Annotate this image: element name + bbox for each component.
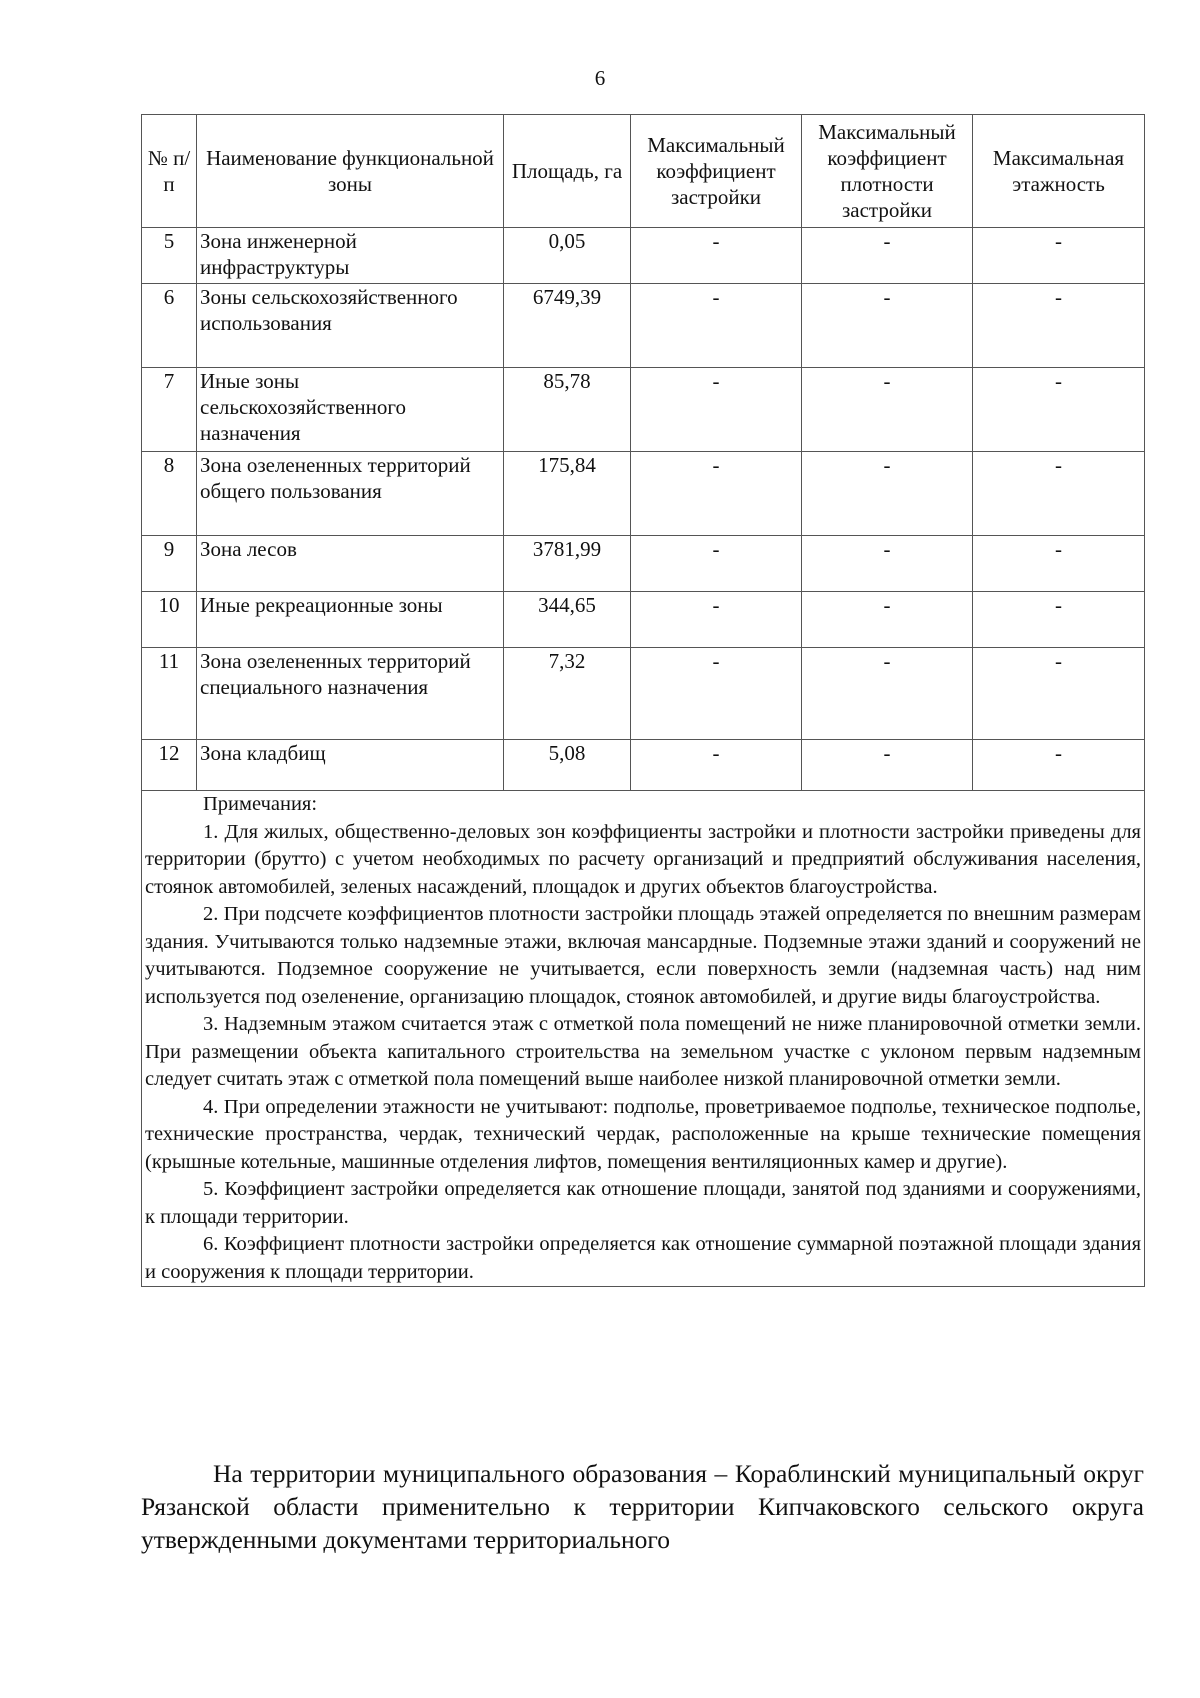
row-zone-name: Иные рекреационные зоны <box>197 592 504 648</box>
row-max-floors: - <box>973 284 1145 368</box>
page-number: 6 <box>594 66 606 90</box>
row-area: 7,32 <box>504 648 631 740</box>
row-num: 12 <box>142 740 197 791</box>
row-area: 85,78 <box>504 368 631 452</box>
row-zone-name: Зона озелененных территорий общего пользования <box>197 452 504 536</box>
row-zone-name: Зона озелененных территорий специального назначения <box>197 648 504 740</box>
row-area: 5,08 <box>504 740 631 791</box>
row-coef-built: - <box>631 648 802 740</box>
row-area: 344,65 <box>504 592 631 648</box>
header-zone-name: Наименование функциональной зоны <box>197 115 504 228</box>
row-area: 3781,99 <box>504 536 631 592</box>
header-max-floors: Максимальная этажность <box>973 115 1145 228</box>
row-coef-density: - <box>802 536 973 592</box>
notes-row <box>142 791 1145 1287</box>
table-row <box>142 284 1145 368</box>
header-coef-built: Максимальный коэффициент застройки <box>631 115 802 228</box>
note-item: 2. При подсчете коэффициентов плотности застройки площадь этажей определяется по внешним размерам здания. Учитываются только надземные этажи, включая мансардные. Подземные этажи зданий и сооружений не учитываются. Подземное сооружение не учитывается, если поверхность земли (надземная часть) над ним используется под озеленение, организацию площадок, стоянок автомобилей, и другие виды благоустройства. <box>145 903 1141 1008</box>
row-coef-density: - <box>802 648 973 740</box>
row-coef-density: - <box>802 368 973 452</box>
row-max-floors: - <box>973 592 1145 648</box>
note-item: 6. Коэффициент плотности застройки определяется как отношение суммарной поэтажной площади здания и сооружения к площади территории. <box>145 1233 1141 1283</box>
table-row <box>142 452 1145 536</box>
note-item: 4. При определении этажности не учитывают: подполье, проветриваемое подполье, техническое подполье, технические пространства, чердак, технический чердак, расположенные на крыше технические помещения (крышные котельные, машинные отделения лифтов, помещения вентиляционных камер и другие). <box>145 1095 1141 1173</box>
row-max-floors: - <box>973 368 1145 452</box>
closing-paragraph: На территории муниципального образования – Кораблинский муниципальный округ Рязанской области применительно к территории Кипчаковского сельского округа утвержденными документами территориального <box>141 1459 1144 1554</box>
table-row <box>142 536 1145 592</box>
table-header-row <box>142 115 1145 228</box>
row-area: 0,05 <box>504 228 631 284</box>
table-row <box>142 228 1145 284</box>
row-coef-built: - <box>631 592 802 648</box>
row-max-floors: - <box>973 228 1145 284</box>
row-zone-name: Зоны сельскохозяйственного использования <box>197 284 504 368</box>
row-max-floors: - <box>973 740 1145 791</box>
note-item: 1. Для жилых, общественно-деловых зон коэффициенты застройки и плотности застройки приведены для территории (брутто) с учетом необходимых по расчету организаций и предприятий обслуживания населения, стоянок автомобилей, зеленых насаждений, площадок и других объектов благоустройства. <box>145 820 1141 898</box>
row-area: 6749,39 <box>504 284 631 368</box>
row-num: 8 <box>142 452 197 536</box>
row-num: 5 <box>142 228 197 284</box>
notes-cell <box>142 791 1145 1287</box>
note-item: 5. Коэффициент застройки определяется как отношение площади, занятой под зданиями и сооружениями, к площади территории. <box>145 1178 1141 1228</box>
note-item: 3. Надземным этажом считается этаж с отметкой пола помещений не ниже планировочной отметки земли. При размещении объекта капитального строительства на земельном участке с уклоном первым надземным следует считать этаж с отметкой пола помещений выше наиболее низкой планировочной отметки земли. <box>145 1013 1141 1090</box>
row-coef-built: - <box>631 452 802 536</box>
row-coef-density: - <box>802 592 973 648</box>
table-row <box>142 740 1145 791</box>
functional-zones-table <box>141 114 1145 1287</box>
row-coef-density: - <box>802 228 973 284</box>
row-zone-name: Зона лесов <box>197 536 504 592</box>
row-coef-built: - <box>631 740 802 791</box>
row-coef-density: - <box>802 740 973 791</box>
row-num: 10 <box>142 592 197 648</box>
row-num: 7 <box>142 368 197 452</box>
header-num: № п/п <box>142 115 197 228</box>
row-num: 6 <box>142 284 197 368</box>
row-area: 175,84 <box>504 452 631 536</box>
table-row <box>142 592 1145 648</box>
table-row <box>142 368 1145 452</box>
row-num: 9 <box>142 536 197 592</box>
row-zone-name: Зона инженерной инфраструктуры <box>197 228 504 284</box>
row-coef-built: - <box>631 368 802 452</box>
row-num: 11 <box>142 648 197 740</box>
row-zone-name: Зона кладбищ <box>197 740 504 791</box>
row-max-floors: - <box>973 648 1145 740</box>
row-coef-built: - <box>631 284 802 368</box>
row-coef-density: - <box>802 284 973 368</box>
row-max-floors: - <box>973 452 1145 536</box>
header-area: Площадь, га <box>504 115 631 228</box>
row-zone-name: Иные зоны сельскохозяйственного назначения <box>197 368 504 452</box>
row-max-floors: - <box>973 536 1145 592</box>
row-coef-built: - <box>631 536 802 592</box>
notes-title: Примечания: <box>203 793 318 815</box>
row-coef-density: - <box>802 452 973 536</box>
header-coef-density: Максимальный коэффициент плотности застройки <box>802 115 973 228</box>
row-coef-built: - <box>631 228 802 284</box>
table-row <box>142 648 1145 740</box>
